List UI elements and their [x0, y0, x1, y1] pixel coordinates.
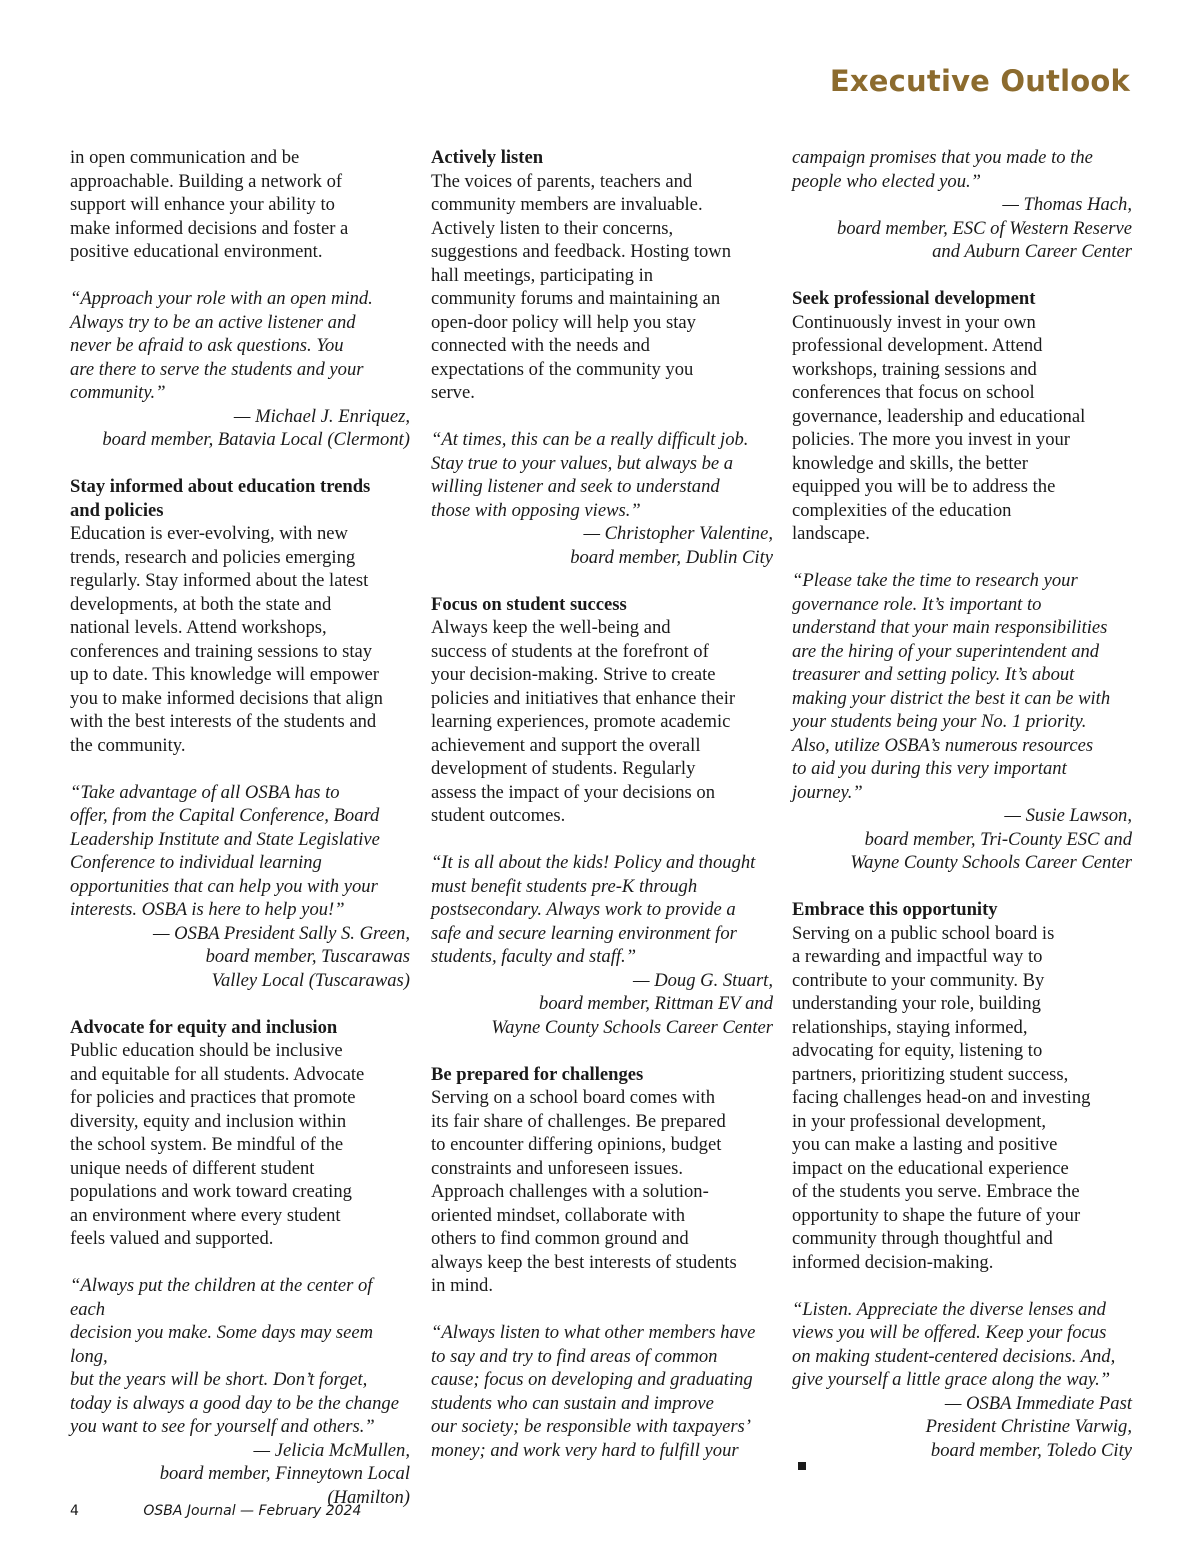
body-paragraph — [792, 311, 1132, 546]
pull-quote — [431, 428, 773, 522]
text-line: populations and work toward creating — [70, 1181, 352, 1202]
text-line: money; and work very hard to fulfill your — [431, 1439, 739, 1461]
text-line: and Auburn Career Center — [932, 241, 1132, 262]
pull-quote-continued — [792, 146, 1132, 193]
text-line: partners, prioritizing student success, — [792, 1063, 1069, 1085]
quote-attribution — [70, 1439, 410, 1510]
text-line: advocating for equity, listening to — [792, 1040, 1043, 1061]
text-line: Stay true to your values, but always be a — [431, 452, 734, 474]
text-line: positive educational environment. — [70, 241, 323, 262]
text-line: Wayne County Schools Career Center — [491, 1016, 773, 1038]
page-footer — [70, 1503, 361, 1519]
text-line: others to find common ground and — [431, 1228, 689, 1249]
text-line: — OSBA President Sally S. Green, — [153, 922, 410, 944]
pull-quote — [70, 287, 410, 405]
text-line: offer, from the Capital Conference, Board — [70, 805, 380, 826]
text-line: facing challenges head-on and investing — [792, 1087, 1091, 1108]
text-line: with the best interests of the students and — [70, 711, 377, 732]
text-line: making your district the best it can be with — [792, 687, 1111, 709]
text-line: policies. The more you invest in your — [792, 429, 1070, 450]
text-line: make informed decisions and foster a — [70, 217, 349, 239]
text-line: “Take advantage of all OSBA has to — [70, 781, 340, 803]
section-heading — [70, 475, 410, 522]
text-line: achievement and support the overall — [431, 734, 701, 756]
text-line: knowledge and skills, the better — [792, 452, 1028, 474]
text-line: “Approach your role with an open mind. — [70, 288, 373, 309]
text-line: Always keep the well-being and — [431, 617, 671, 638]
text-line: board member, Toledo City — [792, 1439, 1132, 1471]
text-line: success of students at the forefront of — [431, 640, 709, 662]
text-line: suggestions and feedback. Hosting town — [431, 241, 732, 262]
text-line: board member, ESC of Western Reserve — [836, 217, 1132, 239]
text-line: Public education should be inclusive — [70, 1040, 343, 1061]
text-line: connected with the needs and — [431, 335, 650, 356]
text-line: you can make a lasting and positive — [792, 1134, 1058, 1155]
text-line: opportunities that can help you with your — [70, 875, 378, 897]
pull-quote — [792, 569, 1132, 804]
text-line: Continuously invest in your own — [792, 311, 1036, 333]
text-line: students who can sustain and improve — [431, 1392, 714, 1414]
text-line: approachable. Building a network of — [70, 170, 343, 192]
quote-attribution — [792, 193, 1132, 264]
text-line: you to make informed decisions that align — [70, 687, 383, 709]
text-line: Education is ever-evolving, with new — [70, 523, 348, 544]
text-line: understand that your main responsibilities — [792, 617, 1108, 638]
text-line: views you will be offered. Keep your focus — [792, 1322, 1107, 1343]
text-line: oriented mindset, collaborate with — [431, 1204, 686, 1226]
text-line: Conference to individual learning — [70, 852, 322, 873]
text-line: board member, Tuscarawas — [205, 946, 410, 967]
text-line: unique needs of different student — [70, 1157, 315, 1179]
text-line: its fair share of challenges. Be prepared — [431, 1110, 726, 1132]
text-line: student outcomes. — [431, 805, 566, 826]
text-line: on making student-centered decisions. And, — [792, 1345, 1116, 1367]
text-line: to aid you during this very important — [792, 758, 1067, 779]
end-mark-icon — [798, 1462, 806, 1470]
section-heading: Advocate for equity and inclusion — [70, 1016, 338, 1038]
text-line: equipped you will be to address the — [792, 476, 1056, 497]
column-3 — [792, 146, 1132, 1494]
final-quote-attribution — [792, 1392, 1132, 1471]
pull-quote — [70, 781, 410, 922]
text-line: board member, Tri-County ESC and — [864, 828, 1132, 850]
section-heading: Seek professional development — [792, 288, 1036, 309]
text-line: of the students you serve. Embrace the — [792, 1181, 1080, 1202]
text-line: understanding your role, building — [792, 993, 1041, 1014]
text-line: — OSBA Immediate Past — [944, 1392, 1132, 1414]
text-line: landscape. — [792, 523, 870, 544]
text-line: to encounter differing opinions, budget — [431, 1134, 722, 1155]
text-line: — Michael J. Enriquez, — [233, 405, 410, 427]
text-line: always keep the best interests of students — [431, 1251, 737, 1273]
text-line: Stay informed about education trends — [70, 476, 371, 497]
text-line: complexities of the education — [792, 499, 1012, 521]
pull-quote — [431, 851, 773, 969]
text-line: board member, Batavia Local (Clermont) — [102, 429, 410, 450]
text-line: governance, leadership and educational — [792, 405, 1086, 427]
text-line: Serving on a public school board is — [792, 922, 1055, 944]
text-line: — Susie Lawson, — [1004, 805, 1132, 826]
text-line: feels valued and supported. — [70, 1228, 274, 1249]
text-line: “Always listen to what other members have — [431, 1322, 756, 1343]
text-line: contribute to your community. By — [792, 969, 1045, 991]
text-line: in mind. — [431, 1275, 493, 1296]
text-line: community.” — [70, 382, 166, 403]
body-paragraph — [431, 1086, 773, 1298]
text-line: treasurer and setting policy. It’s about — [792, 664, 1075, 685]
text-line: — Jelicia McMullen, — [253, 1439, 410, 1461]
body-paragraph — [431, 616, 773, 828]
text-line: interests. OSBA is here to help you!” — [70, 899, 345, 920]
body-paragraph — [431, 170, 773, 405]
text-line: President Christine Varwig, — [925, 1416, 1132, 1437]
section-title: Executive Outlook — [829, 64, 1130, 98]
text-line: community members are invaluable. — [431, 194, 703, 215]
text-line: the school system. Be mindful of the — [70, 1134, 344, 1155]
text-line: board member, Finneytown Local — [159, 1463, 410, 1484]
text-line: development of students. Regularly — [431, 758, 696, 779]
text-line: community through thoughtful and — [792, 1228, 1053, 1249]
text-line: must benefit students pre-K through — [431, 875, 698, 897]
body-paragraph — [70, 1039, 410, 1251]
text-line: today is always a good day to be the change — [70, 1392, 399, 1414]
text-line: willing listener and seek to understand — [431, 476, 720, 497]
page-number: 4 — [70, 1503, 79, 1519]
text-line: safe and secure learning environment for — [431, 922, 737, 944]
section-heading: Be prepared for challenges — [431, 1063, 644, 1085]
text-line: impact on the educational experience — [792, 1157, 1069, 1179]
section-heading: Focus on student success — [431, 593, 627, 615]
text-line: give yourself a little grace along the way.” — [792, 1369, 1111, 1390]
text-line: never be afraid to ask questions. You — [70, 335, 344, 356]
text-line: a rewarding and impactful way to — [792, 946, 1043, 967]
text-line: policies and initiatives that enhance their — [431, 687, 736, 709]
text-line: constraints and unforeseen issues. — [431, 1157, 683, 1179]
text-line: learning experiences, promote academic — [431, 711, 731, 732]
text-line: The voices of parents, teachers and — [431, 170, 693, 192]
text-line: diversity, equity and inclusion within — [70, 1110, 347, 1132]
text-line: informed decision-making. — [792, 1251, 994, 1273]
pull-quote — [70, 1274, 410, 1439]
body-paragraph — [70, 146, 410, 264]
text-line: “Listen. Appreciate the diverse lenses and — [792, 1298, 1106, 1320]
text-line: Valley Local (Tuscarawas) — [211, 969, 410, 991]
text-line: journey.” — [792, 781, 863, 803]
text-line: Approach challenges with a solution- — [431, 1181, 709, 1202]
text-line: decision you make. Some days may seem long, — [70, 1322, 374, 1367]
text-line: opportunity to shape the future of your — [792, 1204, 1081, 1226]
text-line: Actively listen to their concerns, — [431, 217, 674, 239]
text-line: “Always put the children at the center of each — [70, 1275, 373, 1320]
text-line: your students being your No. 1 priority. — [792, 711, 1087, 732]
text-line: board member, Dublin City — [570, 546, 773, 568]
text-line: governance role. It’s important to — [792, 593, 1042, 615]
text-line: Serving on a school board comes with — [431, 1087, 716, 1108]
text-line: developments, at both the state and — [70, 593, 332, 615]
text-line: you want to see for yourself and others.” — [70, 1416, 375, 1437]
text-line: Leadership Institute and State Legislative — [70, 828, 380, 850]
text-line: Always try to be an active listener and — [70, 311, 356, 333]
text-line: trends, research and policies emerging — [70, 546, 356, 568]
text-line: expectations of the community you — [431, 358, 694, 380]
text-line: an environment where every student — [70, 1204, 341, 1226]
body-paragraph — [70, 522, 410, 757]
pull-quote — [431, 1321, 773, 1462]
text-line: in open communication and be — [70, 147, 300, 168]
text-line: your decision-making. Strive to create — [431, 664, 716, 685]
text-line: people who elected you.” — [792, 170, 981, 192]
text-line: workshops, training sessions and — [792, 358, 1037, 380]
quote-attribution — [70, 922, 410, 993]
text-line: — Christopher Valentine, — [583, 523, 773, 544]
text-line: and equitable for all students. Advocate — [70, 1063, 365, 1085]
quote-attribution — [431, 522, 773, 569]
text-line: up to date. This knowledge will empower — [70, 664, 379, 685]
text-line: are the hiring of your superintendent and — [792, 640, 1100, 662]
text-line: students, faculty and staff.” — [431, 946, 637, 967]
pull-quote — [792, 1298, 1132, 1392]
text-line: cause; focus on developing and graduating — [431, 1369, 753, 1390]
text-line: conferences and training sessions to stay — [70, 640, 373, 662]
text-line: regularly. Stay informed about the latest — [70, 570, 369, 591]
text-line: those with opposing views.” — [431, 499, 641, 521]
text-line: in your professional development, — [792, 1110, 1047, 1132]
text-line: the community. — [70, 734, 186, 756]
body-paragraph — [792, 922, 1132, 1275]
text-line: board member, Rittman EV and — [539, 993, 773, 1014]
text-line: professional development. Attend — [792, 335, 1043, 356]
text-line: support will enhance your ability to — [70, 194, 335, 215]
quote-attribution — [792, 804, 1132, 875]
text-line: “At times, this can be a really difficult job. — [431, 429, 749, 450]
text-line: community forums and maintaining an — [431, 288, 721, 309]
column-2 — [431, 146, 773, 1462]
text-line: Wayne County Schools Career Center — [850, 852, 1132, 873]
publication-info: OSBA Journal — February 2024 — [143, 1503, 362, 1519]
text-line: conferences that focus on school — [792, 382, 1035, 403]
text-line: (Hamilton) — [327, 1486, 410, 1508]
text-line: “It is all about the kids! Policy and thought — [431, 852, 756, 873]
section-heading: Actively listen — [431, 147, 544, 168]
text-line: serve. — [431, 382, 475, 403]
text-line: Also, utilize OSBA’s numerous resources — [792, 734, 1094, 756]
text-line: national levels. Attend workshops, — [70, 617, 327, 638]
text-line: for policies and practices that promote — [70, 1087, 356, 1108]
text-line: — Doug G. Stuart, — [633, 969, 773, 991]
text-line: are there to serve the students and your — [70, 358, 364, 380]
text-line: — Thomas Hach, — [1002, 194, 1132, 215]
text-line: open-door policy will help you stay — [431, 311, 696, 333]
text-line: but the years will be short. Don’t forget, — [70, 1369, 368, 1390]
text-line: campaign promises that you made to the — [792, 147, 1093, 168]
text-line: and policies — [70, 499, 164, 521]
text-line: postsecondary. Always work to provide a — [431, 899, 736, 920]
quote-attribution — [70, 405, 410, 452]
text-line: “Please take the time to research your — [792, 570, 1078, 591]
text-line: assess the impact of your decisions on — [431, 781, 716, 803]
text-line: our society; be responsible with taxpayers’ — [431, 1416, 751, 1437]
text-line: to say and try to find areas of common — [431, 1345, 718, 1367]
text-line: hall meetings, participating in — [431, 264, 654, 286]
text-line: relationships, staying informed, — [792, 1016, 1028, 1038]
column-1 — [70, 146, 410, 1533]
quote-attribution — [431, 969, 773, 1040]
section-heading: Embrace this opportunity — [792, 899, 998, 920]
